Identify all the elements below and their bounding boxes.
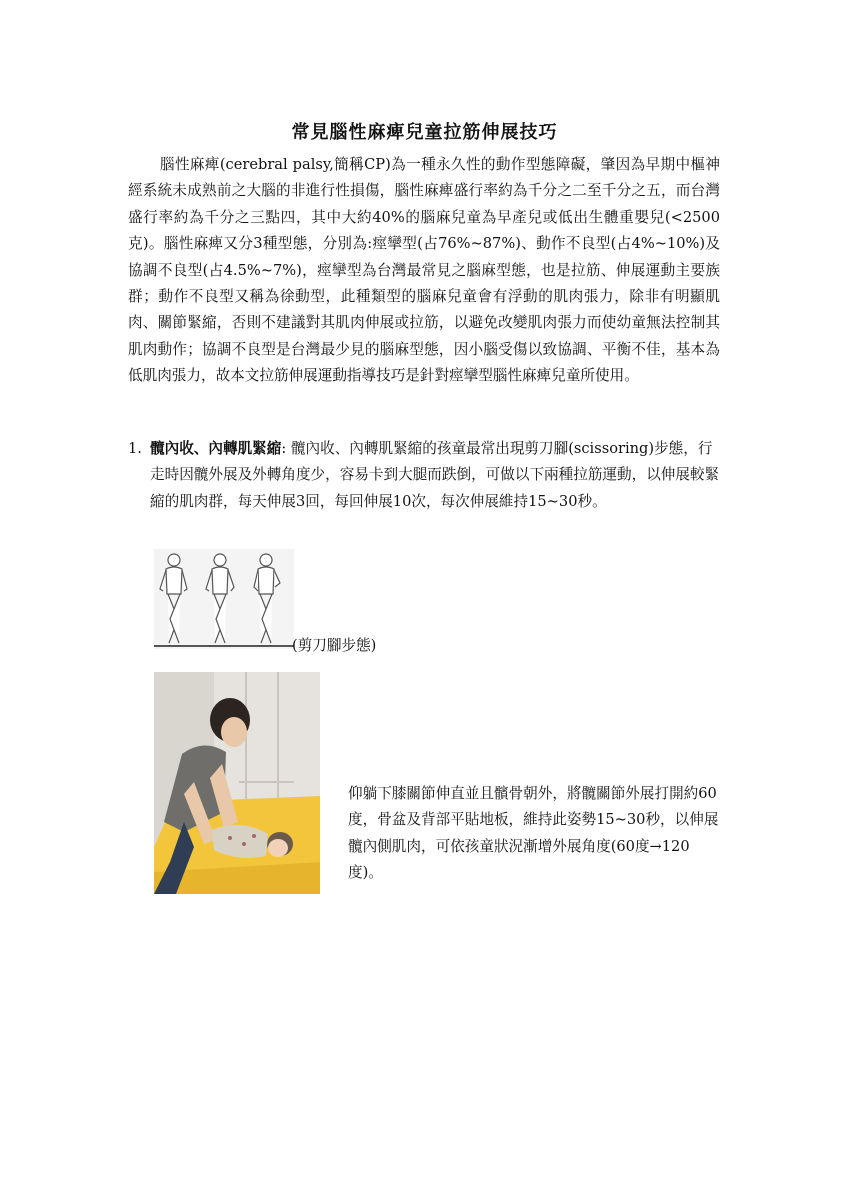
intro-paragraph: 腦性麻痺(cerebral palsy,簡稱CP)為一種永久性的動作型態障礙，肇因為早期中樞神經系統未成熟前之大腦的非進行性損傷，腦性麻痺盛行率約為千分之二至千分之五，而台灣盛行率約為千分之三點四，其中大約40%的腦麻兒童為早產兒或低出生體重嬰兒(<2500克)。腦性麻痺又分3種型態，分別為:痙攣型(占76%~87%)、動作不良型(占4%~10%)及協調不良型(占4.5%~7%)，痙攣型為台灣最常見之腦麻型態，也是拉筋、伸展運動主要族群；動作不良型又稱為徐動型，此種類型的腦麻兒童會有浮動的肌肉張力，除非有明顯肌肉、關節緊縮，否則不建議對其肌肉伸展或拉筋，以避免改變肌肉張力而使幼童無法控制其肌肉動作；協調不良型是台灣最少見的腦麻型態，因小腦受傷以致協調、平衡不佳，基本為低肌肉張力，故本文拉筋伸展運動指導技巧是針對痙攣型腦性麻痺兒童所使用。 <box>128 156 720 385</box>
section-1-body: 髖內收、內轉肌緊縮的孩童最常出現剪刀腳(scissoring)步態，行走時因髖外展及外轉角度少，容易卡到大腿而跌倒，可做以下兩種拉筋運動，以伸展較緊縮的肌肉群，每天伸展3回，每回伸展10次，每次伸展維持15~30秒。 <box>150 440 720 510</box>
section-1-number: 1. <box>128 440 142 457</box>
section-1 <box>128 436 720 515</box>
scissoring-gait-illustration <box>154 549 294 649</box>
section-1-heading: 髖內收、內轉肌緊縮 <box>150 440 282 457</box>
hip-stretch-photo <box>154 672 320 894</box>
figure-1-caption: (剪刀腳步態) <box>292 637 377 654</box>
section-1-heading-suffix: : <box>281 440 291 457</box>
page-title: 常見腦性麻痺兒童拉筋伸展技巧 <box>291 122 558 143</box>
figure-2-caption: 仰躺下膝關節伸直並且髕骨朝外，將髖關節外展打開約60度，骨盆及背部平貼地板，維持此姿勢15~30秒，以伸展髖內側肌肉，可依孩童狀況漸增外展角度(60度→120度)。 <box>348 785 719 882</box>
section-1-text <box>150 436 720 515</box>
